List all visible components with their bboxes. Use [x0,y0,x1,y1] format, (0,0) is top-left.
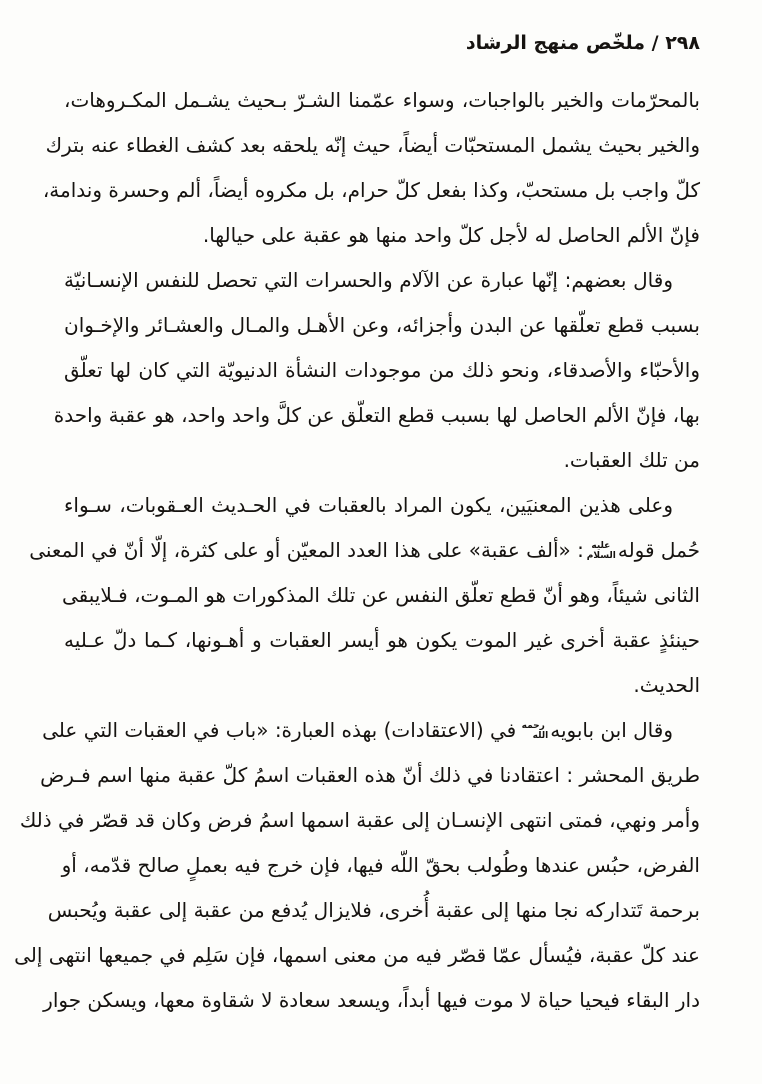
text-line: الحديث. [633,673,700,697]
honorific-rahimahu-allah: رحمه الله [521,721,549,741]
text-line: عند كلّ عقبة، فيُسأل عمّا قصّر فيه من معنى اسمها، فإن سَلِم في جميعها انتهى إلى [14,943,700,967]
line-text: في (الاعتقادات) بهذه العبارة: «باب في العقبات التي على [42,718,517,742]
text-line: الثانى شيئاً، وهو أنّ قطع تعلّق النفس عن تلك المذكورات هو المـوت، فـلايبقى [61,583,700,607]
line-text: حُمل قوله [617,538,700,562]
honorific-alayhi-assalam: عليه السلام [586,541,616,561]
text-line: بها، فإنّ الألم الحاصل لها بسبب قطع التعلّق عن كلَّ واحد واحد، هو عقبة واحدة [53,403,700,427]
paragraph [29,483,700,708]
text-line: وأمر ونهي، فمتى انتهى الإنسـان إلى عقبة اسمها اسمُ فرض وكان قد قصّر في ذلك [19,808,700,832]
paragraph [42,78,700,258]
text-line [42,708,700,753]
text-line: فإنّ الألم الحاصل له لأجل كلّ واحد منها هو عقبة على حيالها. [202,223,700,247]
page-body [14,78,700,1023]
text-line: وعلى هذين المعنيَين، يكون المراد بالعقبات في الحـديث العـقوبات، سـواء [64,493,673,517]
text-line: حينئذٍ عقبة أخرى غير الموت يكون هو أيسر العقبات و أهـونها، كـما دلّ عـليه [64,628,700,652]
line-text: : «ألف عقبة» على هذا العدد المعيّن أو على كثرة، إلّا أنّ في المعنى [29,538,584,562]
running-head [64,26,700,60]
paragraph [53,258,700,483]
text-line: بالمحرّمات والخير بالواجبات، وسواء عمّمنا الشـرّ بـحيث يشـمل المكـروهات، [64,88,700,112]
text-line: والخير بحيث يشمل المستحبّات أيضاً، حيث إنّه يلحقه بعد كشف الغطاء عنه بترك [45,133,700,157]
text-line: برحمة تَتداركه نجا منها إلى عقبة أُخرى، فلايزال يُدفع من عقبة إلى عقبة ويُحبس [47,898,700,922]
text-line: كلّ واجب بل مستحبّ، وكذا بفعل كلّ حرام، بل مكروه أيضاً، ألم وحسرة وندامة، [42,178,700,202]
text-line: والأحبّاء والأصدقاء، ونحو ذلك من موجودات النشأة الدنيويّة التي كان لها تعلّق [64,358,700,382]
text-line: من تلك العقبات. [563,448,700,472]
text-line: وقال بعضهم: إنّها عبارة عن الآلام والحسرات التي تحصل للنفس الإنسـانيّة [64,268,673,292]
running-head-text: ٢٩٨ / ملخّص منهج الرشاد [465,32,700,54]
paragraph [14,708,700,1023]
text-line: الفرض، حبُس عندها وطُولب بحقّ اللّه فيها، فإن خرج فيه بعملٍ صالح قدّمه، أو [61,853,700,877]
text-line: بسبب قطع تعلّقها عن البدن وأجزائه، وعن الأهـل والمـال والعشـائر والإخـوان [64,313,700,337]
text-line [29,528,700,573]
line-text: وقال ابن بابويه [550,718,673,742]
text-line: طريق المحشر : اعتقادنا في ذلك أنّ هذه العقبات اسمُ كلّ عقبة منها اسم فـرض [40,763,700,787]
text-line: دار البقاء فيحيا حياة لا موت فيها أبداً، ويسعد سعادة لا شقاوة معها، ويسكن جوار [43,988,700,1012]
